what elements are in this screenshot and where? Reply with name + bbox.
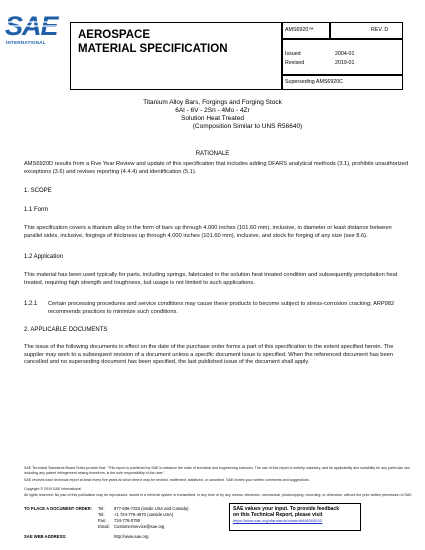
feedback-box bbox=[229, 503, 361, 531]
revision: REV. D bbox=[371, 27, 389, 33]
rights-notice: All rights reserved. No part of this publication may be reproduced, stored in a retrieval system or transmitted, in any form or by any means, electronic, mechanical, photocopying, recording, or otherwise, without the prior written permission of SAE. bbox=[24, 493, 413, 497]
email-value[interactable]: CustomerService@sae.org bbox=[114, 524, 165, 529]
applicable-docs-text: The issue of the following documents in effect on the date of the purchase order forms a part of this specification to the extent specified herein. The supplier may work to a subsequent revision of a document unless a specific document issue is specified. When the referenced document has been cancelled and no superseding document has been specified, the last published issue of the document shall apply. bbox=[24, 344, 394, 366]
subject-line-3: Solution Heat Treated bbox=[181, 115, 244, 122]
tel1-value[interactable]: 877-606-7323 (inside USA and Canada) bbox=[114, 506, 189, 511]
revised-label: Revised bbox=[285, 60, 305, 66]
web-label: SAE WEB ADDRESS: bbox=[24, 534, 67, 539]
feedback-link[interactable]: https://www.sae.org/standards/content/AMS6920D bbox=[233, 518, 323, 524]
subject-line-1: Titanium Alloy Bars, Forgings and Forging Stock bbox=[143, 99, 282, 106]
scope-heading: 1. SCOPE bbox=[24, 188, 52, 194]
application-heading: 1.2 Application bbox=[24, 254, 64, 260]
fax-value: 724-776-0790 bbox=[114, 518, 141, 523]
note-number: 1.2.1 bbox=[24, 301, 38, 307]
tel2-value[interactable]: +1 724-776-4970 (outside USA) bbox=[114, 512, 174, 517]
sae-logo bbox=[4, 10, 64, 46]
fax-label: Fax: bbox=[98, 518, 107, 523]
superseding-note: Superseding AMS6920C bbox=[285, 79, 344, 85]
order-label: TO PLACE A DOCUMENT ORDER: bbox=[24, 506, 93, 511]
rationale-heading: RATIONALE bbox=[195, 151, 230, 157]
logo-subtitle: INTERNATIONAL bbox=[6, 40, 46, 45]
note-text: Certain processing procedures and service conditions may cause these products to become subject to stress-corrosion cracking; ARP982 recommends practices to minimize such conditions. bbox=[48, 301, 395, 315]
application-text: This material has been used typically for parts, including springs, fabricated in the solution heat treated condition and subsequently precipitation heat treated, requiring high strength and toughness, but usage is not limited to such applications. bbox=[24, 272, 398, 286]
disclaimer-1: SAE Technical Standards Board Rules provide that: "This report is published by SAE to advance the state of technical and engineering sciences. The use of this report is entirely voluntary, and its applicability and suitability for any particular use, including any patent infringement arising therefrom, is the sole responsibility of the user." bbox=[24, 466, 411, 475]
issued-label: Issued bbox=[285, 51, 301, 57]
form-text: This specification covers a titanium alloy in the form of bars up through 4.000 inches (101.60 mm), inclusive, in diameter or least distance between parallel sides, inclusive, forgings of thickness up through 4.000 inches (101.60 mm), inclusive, and stock for forging of any size (see 8.6). bbox=[24, 225, 392, 239]
disclaimer-2: SAE reviews each technical report at least every five years at which time it may be revised, reaffirmed, stabilized, or cancelled. SAE invites your written comments and suggestions. bbox=[24, 478, 310, 482]
applicable-docs-heading: 2. APPLICABLE DOCUMENTS bbox=[24, 327, 108, 333]
svg-text:SAE: SAE bbox=[5, 11, 58, 38]
copyright: Copyright © 2019 SAE International bbox=[24, 487, 81, 491]
document-title bbox=[78, 28, 228, 56]
sae-logo-mark bbox=[4, 10, 64, 38]
email-label: Email: bbox=[98, 524, 110, 529]
title-line-2: MATERIAL SPECIFICATION bbox=[78, 43, 228, 55]
revised-date: 2019-01 bbox=[335, 60, 355, 66]
header-dates-box bbox=[281, 38, 403, 76]
doc-number: AMS6920™ bbox=[285, 27, 314, 33]
form-heading: 1.1 Form bbox=[24, 207, 49, 213]
tel2-label: Tel: bbox=[98, 512, 105, 517]
subject-block bbox=[0, 99, 425, 131]
web-value[interactable]: http://www.sae.org bbox=[114, 534, 149, 539]
rationale-text: AMS6920D results from a Five Year Review and update of this specification that includes adding DFARS analytical methods (3.1), prohibits unauthorized exceptions (3.6) and revises reporting (4.4.4) and identification (5.1). bbox=[24, 161, 409, 175]
feedback-line-2: on this Technical Report, please visit bbox=[233, 512, 323, 519]
issued-date: 2004-01 bbox=[335, 51, 355, 57]
subject-line-2: 6Al - 6V - 2Sn - 4Mo - 4Zr bbox=[175, 107, 250, 114]
title-line-1: AEROSPACE bbox=[78, 29, 150, 41]
feedback-line-1: SAE values your input. To provide feedback bbox=[233, 506, 340, 512]
subject-line-4: (Composition Similar to UNS R56640) bbox=[192, 123, 303, 130]
tel1-label: Tel: bbox=[98, 506, 105, 511]
